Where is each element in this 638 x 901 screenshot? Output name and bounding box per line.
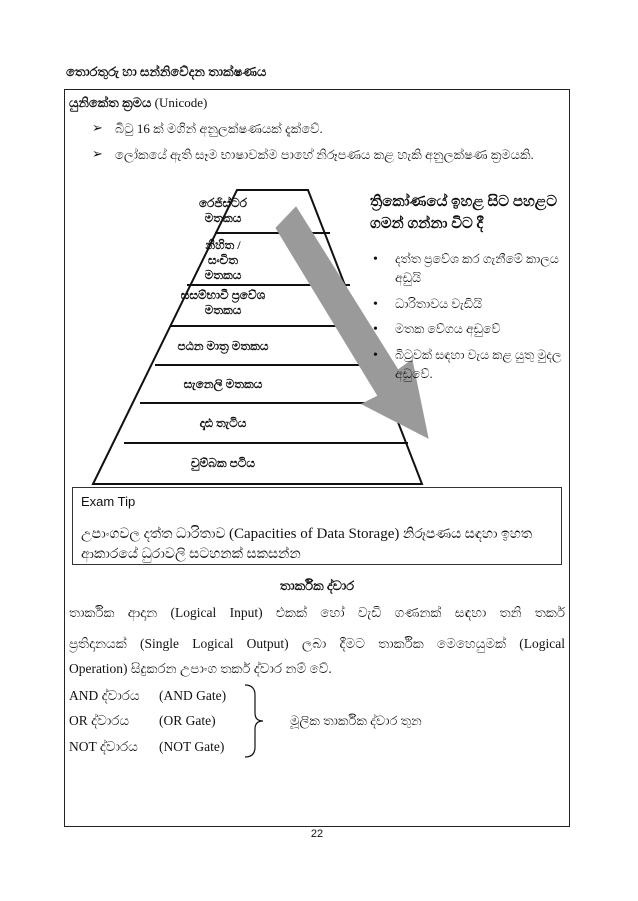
gate-and-label: AND ද්වාරය [69, 688, 140, 703]
logic-paragraph-line-1: තාර්කික ආදාන (Logical Input) එකක් හෝ වැඩි ගණනක් සඳහා තනි තර්ක [69, 605, 565, 620]
logic-paragraph-line-3: Operation) සිදුකරන උපාංග තර්ක ද්වාර නම් වේ. [69, 661, 332, 676]
arrow-bullet-icon: ➢ [92, 120, 103, 135]
triangle-point-text: බිටුවක් සඳහා වැය කළ යුතු මුදල අඩුවේ. [395, 348, 562, 381]
right-brace-icon [243, 683, 273, 759]
pyramid-level-register: රෙජිස්ටර මතකය [198, 196, 248, 225]
gate-and-en: (AND Gate) [159, 688, 227, 703]
triangle-point-1 [373, 250, 573, 288]
gate-not-label: NOT ද්වාරය [69, 739, 138, 754]
pyramid-level-flash: සැනෙලි මතකය [183, 377, 263, 391]
gates-note: මූලික තාර්කික ද්වාර තුන [290, 713, 422, 728]
exam-tip-text-post: නිරූපණය සඳහා ඉහත ආකාරයේ ධුරාවලි සටහනක් සකසන්න [81, 527, 533, 562]
section-title-en: (Unicode) [154, 95, 208, 110]
gate-or-en: (OR Gate) [159, 713, 216, 728]
logic-gates-title: තාර්කික ද්වාර [279, 578, 355, 593]
pyramid-level-magnetic-tape: චුම්බක පටිය [191, 456, 255, 470]
exam-tip-title: Exam Tip [81, 494, 136, 509]
exam-tip-text-en: (Capacities of Data Storage) [229, 526, 400, 542]
section-title-si: යුනිකේත ක්‍රමය [69, 95, 152, 110]
logic-paragraph-line-2: ප්‍රතිදානයක් (Single Logical Output) ලබා දීමට තාර්කික මෙහෙයුමක් (Logical [69, 636, 565, 651]
bullet-dot-icon: • [373, 252, 378, 267]
triangle-point-text: ධාරිතාවය වැඩියි [395, 297, 483, 311]
exam-tip-body [81, 524, 551, 565]
triangle-note-title: ත්‍රිකෝණයේ ඉහළ සිට පහළට ගමන් ගන්නා විට දී [370, 194, 558, 232]
pyramid-level-hard-disk: දෘඪ තැටිය [199, 416, 247, 430]
pyramid-level-rom: පඨන මාත්‍ර මතකය [177, 339, 269, 353]
triangle-point-2 [373, 295, 573, 314]
gate-or-label: OR ද්වාරය [69, 713, 130, 728]
triangle-point-3 [373, 320, 573, 339]
triangle-point-text: මතක වේගය අඩුවේ [395, 322, 501, 336]
gate-not-en: (NOT Gate) [159, 739, 225, 754]
page-number: 22 [310, 828, 324, 840]
arrow-bullet-icon: ➢ [92, 146, 103, 161]
pyramid-level-cache: නිහිත / සංචිත මතකය [204, 238, 242, 282]
bullet-dot-icon: • [373, 322, 378, 337]
page-heading: තොරතුරු හා සන්නිවේදන තාක්ෂණය [66, 64, 267, 79]
bullet-text-1: බිටු 16 ක් මගින් අනුලක්ෂණයක් දැක්වේ. [115, 121, 323, 136]
bullet-dot-icon: • [373, 348, 378, 363]
triangle-point-4 [373, 346, 573, 384]
bullet-dot-icon: • [373, 297, 378, 312]
triangle-point-text: දත්ත ප්‍රවේශ කර ගැනීමේ කාලය අඩුයි [395, 252, 559, 285]
bullet-text-2: ලෝකයේ ඇති සෑම භාෂාවක්ම පාහේ නිරූපණය කළ හැකි අනුලක්ෂණ ක්‍රමයකි. [115, 147, 534, 162]
pyramid-level-ram: සසම්භාවී ප්‍රවේශ මතකය [180, 288, 266, 317]
exam-tip-text-pre: උපාංගවල දත්ත ධාරිතාව [81, 527, 226, 542]
